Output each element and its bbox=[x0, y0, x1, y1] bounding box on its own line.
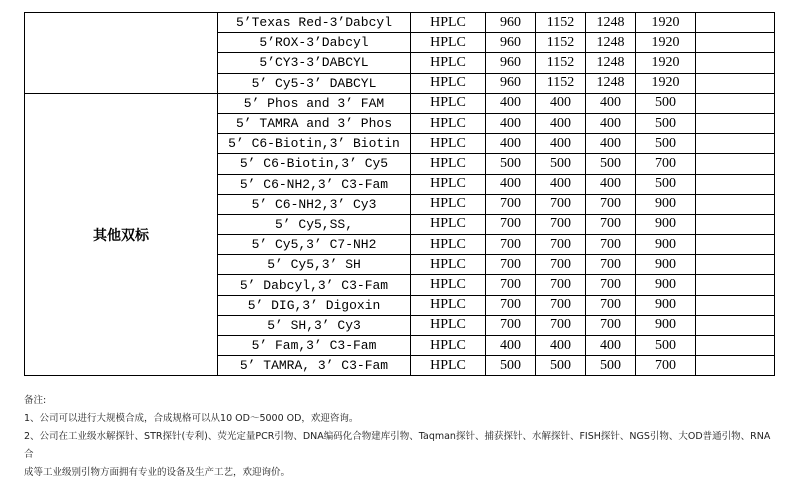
price-cell: 1248 bbox=[586, 53, 636, 73]
price-cell: 500 bbox=[536, 356, 586, 376]
price-cell: 700 bbox=[536, 235, 586, 255]
product-name-cell: 5’ C6-NH2,3’ Cy3 bbox=[218, 194, 411, 214]
extra-cell bbox=[696, 235, 775, 255]
extra-cell bbox=[696, 356, 775, 376]
price-cell: 400 bbox=[486, 113, 536, 133]
product-name-cell: 5’ C6-Biotin,3’ Cy5 bbox=[218, 154, 411, 174]
price-cell: 700 bbox=[636, 356, 696, 376]
price-cell: 700 bbox=[586, 315, 636, 335]
purification-cell: HPLC bbox=[411, 194, 486, 214]
table-row bbox=[25, 93, 775, 113]
product-name-cell: 5’ Cy5,SS, bbox=[218, 214, 411, 234]
table-row bbox=[25, 13, 775, 33]
price-cell: 500 bbox=[636, 93, 696, 113]
price-cell: 700 bbox=[586, 214, 636, 234]
price-cell: 700 bbox=[486, 315, 536, 335]
price-cell: 1920 bbox=[636, 33, 696, 53]
price-cell: 400 bbox=[586, 336, 636, 356]
product-name-cell: 5’ C6-Biotin,3’ Biotin bbox=[218, 134, 411, 154]
product-name-cell: 5’ TAMRA and 3’ Phos bbox=[218, 113, 411, 133]
purification-cell: HPLC bbox=[411, 295, 486, 315]
extra-cell bbox=[696, 295, 775, 315]
extra-cell bbox=[696, 174, 775, 194]
price-cell: 900 bbox=[636, 214, 696, 234]
table-body bbox=[25, 13, 775, 376]
purification-cell: HPLC bbox=[411, 53, 486, 73]
price-cell: 700 bbox=[486, 214, 536, 234]
product-name-cell: 5’ TAMRA, 3’ C3-Fam bbox=[218, 356, 411, 376]
price-cell: 900 bbox=[636, 315, 696, 335]
price-cell: 500 bbox=[586, 154, 636, 174]
price-cell: 1248 bbox=[586, 33, 636, 53]
price-cell: 400 bbox=[486, 93, 536, 113]
purification-cell: HPLC bbox=[411, 73, 486, 93]
extra-cell bbox=[696, 315, 775, 335]
price-cell: 400 bbox=[586, 174, 636, 194]
price-cell: 700 bbox=[536, 315, 586, 335]
product-name-cell: 5’Texas Red-3’Dabcyl bbox=[218, 13, 411, 33]
purification-cell: HPLC bbox=[411, 13, 486, 33]
price-cell: 960 bbox=[486, 53, 536, 73]
price-cell: 400 bbox=[536, 93, 586, 113]
price-cell: 700 bbox=[586, 295, 636, 315]
product-name-cell: 5’ C6-NH2,3’ C3-Fam bbox=[218, 174, 411, 194]
note-line-2: 2、公司在工业级水解探针、STR探针(专利)、荧光定量PCR引物、DNA编码化合物建库引物、Taqman探针、捕获探针、水解探针、FISH探针、NGS引物、大OD普通引物、RNA合 bbox=[24, 431, 771, 460]
price-cell: 900 bbox=[636, 295, 696, 315]
price-cell: 500 bbox=[536, 154, 586, 174]
price-cell: 400 bbox=[586, 93, 636, 113]
extra-cell bbox=[696, 194, 775, 214]
extra-cell bbox=[696, 214, 775, 234]
price-cell: 1152 bbox=[536, 73, 586, 93]
extra-cell bbox=[696, 255, 775, 275]
product-name-cell: 5’ Dabcyl,3’ C3-Fam bbox=[218, 275, 411, 295]
price-cell: 400 bbox=[536, 336, 586, 356]
extra-cell bbox=[696, 336, 775, 356]
price-cell: 700 bbox=[486, 194, 536, 214]
product-price-table bbox=[24, 12, 775, 376]
price-cell: 500 bbox=[636, 336, 696, 356]
price-cell: 400 bbox=[586, 134, 636, 154]
price-cell: 500 bbox=[586, 356, 636, 376]
price-cell: 700 bbox=[486, 275, 536, 295]
price-cell: 400 bbox=[586, 113, 636, 133]
category-cell bbox=[25, 13, 218, 94]
price-cell: 700 bbox=[536, 214, 586, 234]
price-cell: 900 bbox=[636, 275, 696, 295]
product-name-cell: 5’ROX-3’Dabcyl bbox=[218, 33, 411, 53]
price-cell: 700 bbox=[586, 235, 636, 255]
price-cell: 400 bbox=[536, 134, 586, 154]
price-cell: 700 bbox=[536, 275, 586, 295]
notes-heading: 备注: bbox=[24, 395, 47, 406]
price-cell: 1920 bbox=[636, 53, 696, 73]
extra-cell bbox=[696, 275, 775, 295]
note-line-1: 1、公司可以进行大规模合成，合成规格可以从10 OD～5000 OD，欢迎咨询。 bbox=[24, 413, 359, 424]
product-name-cell: 5’ Cy5-3’ DABCYL bbox=[218, 73, 411, 93]
price-cell: 500 bbox=[636, 134, 696, 154]
price-cell: 1920 bbox=[636, 13, 696, 33]
price-cell: 1152 bbox=[536, 13, 586, 33]
price-cell: 500 bbox=[486, 154, 536, 174]
price-cell: 400 bbox=[536, 113, 586, 133]
extra-cell bbox=[696, 73, 775, 93]
category-cell: 其他双标 bbox=[25, 93, 218, 376]
product-name-cell: 5’ Fam,3’ C3-Fam bbox=[218, 336, 411, 356]
purification-cell: HPLC bbox=[411, 93, 486, 113]
price-cell: 500 bbox=[636, 113, 696, 133]
price-cell: 700 bbox=[486, 295, 536, 315]
price-cell: 1152 bbox=[536, 33, 586, 53]
price-cell: 400 bbox=[486, 336, 536, 356]
extra-cell bbox=[696, 93, 775, 113]
price-cell: 700 bbox=[586, 275, 636, 295]
purification-cell: HPLC bbox=[411, 356, 486, 376]
price-cell: 700 bbox=[536, 255, 586, 275]
price-cell: 960 bbox=[486, 33, 536, 53]
price-cell: 960 bbox=[486, 13, 536, 33]
product-name-cell: 5’ Cy5,3’ SH bbox=[218, 255, 411, 275]
product-name-cell: 5’CY3-3’DABCYL bbox=[218, 53, 411, 73]
purification-cell: HPLC bbox=[411, 113, 486, 133]
purification-cell: HPLC bbox=[411, 33, 486, 53]
extra-cell bbox=[696, 134, 775, 154]
purification-cell: HPLC bbox=[411, 214, 486, 234]
price-cell: 700 bbox=[636, 154, 696, 174]
purification-cell: HPLC bbox=[411, 134, 486, 154]
extra-cell bbox=[696, 154, 775, 174]
price-cell: 700 bbox=[486, 235, 536, 255]
price-cell: 900 bbox=[636, 194, 696, 214]
price-cell: 700 bbox=[536, 194, 586, 214]
price-cell: 400 bbox=[486, 134, 536, 154]
purification-cell: HPLC bbox=[411, 275, 486, 295]
price-cell: 700 bbox=[536, 295, 586, 315]
product-name-cell: 5’ Cy5,3’ C7-NH2 bbox=[218, 235, 411, 255]
price-cell: 500 bbox=[636, 174, 696, 194]
price-cell: 1152 bbox=[536, 53, 586, 73]
product-name-cell: 5’ SH,3’ Cy3 bbox=[218, 315, 411, 335]
purification-cell: HPLC bbox=[411, 255, 486, 275]
note-line-3: 成等工业级别引物方面拥有专业的设备及生产工艺，欢迎询价。 bbox=[24, 467, 291, 478]
price-cell: 400 bbox=[486, 174, 536, 194]
purification-cell: HPLC bbox=[411, 174, 486, 194]
purification-cell: HPLC bbox=[411, 154, 486, 174]
purification-cell: HPLC bbox=[411, 315, 486, 335]
purification-cell: HPLC bbox=[411, 336, 486, 356]
price-cell: 1920 bbox=[636, 73, 696, 93]
extra-cell bbox=[696, 33, 775, 53]
extra-cell bbox=[696, 113, 775, 133]
price-cell: 900 bbox=[636, 255, 696, 275]
price-cell: 700 bbox=[486, 255, 536, 275]
price-cell: 500 bbox=[486, 356, 536, 376]
extra-cell bbox=[696, 13, 775, 33]
notes-section bbox=[24, 392, 774, 482]
product-name-cell: 5’ Phos and 3’ FAM bbox=[218, 93, 411, 113]
price-cell: 400 bbox=[536, 174, 586, 194]
price-cell: 960 bbox=[486, 73, 536, 93]
price-cell: 900 bbox=[636, 235, 696, 255]
price-cell: 1248 bbox=[586, 13, 636, 33]
purification-cell: HPLC bbox=[411, 235, 486, 255]
extra-cell bbox=[696, 53, 775, 73]
price-cell: 700 bbox=[586, 194, 636, 214]
product-name-cell: 5’ DIG,3’ Digoxin bbox=[218, 295, 411, 315]
price-cell: 700 bbox=[586, 255, 636, 275]
price-cell: 1248 bbox=[586, 73, 636, 93]
